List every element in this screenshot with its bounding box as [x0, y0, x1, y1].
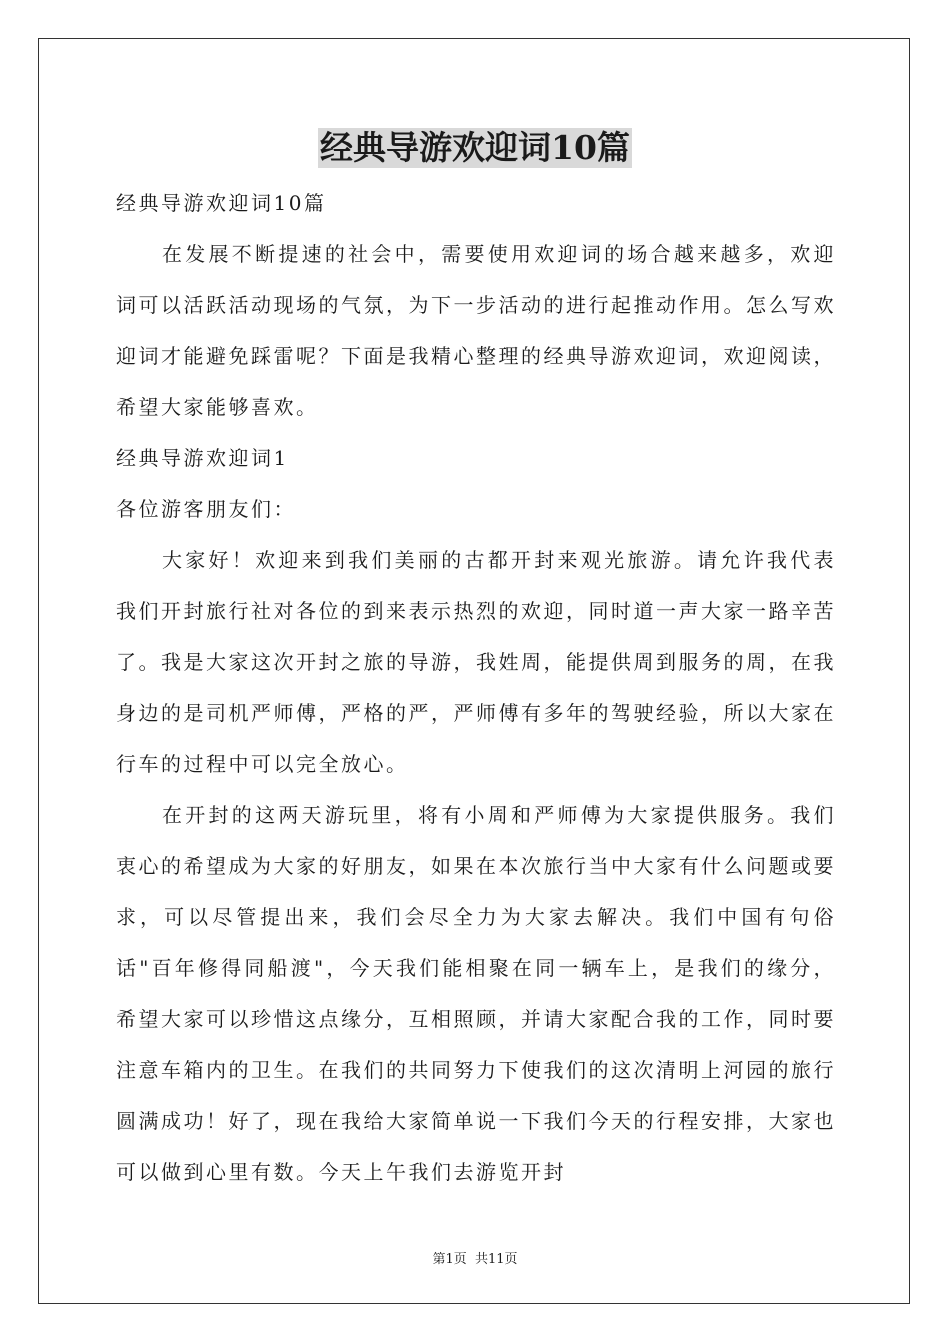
body-paragraph-1: 大家好！欢迎来到我们美丽的古都开封来观光旅游。请允许我代表我们开封旅行社对各位的到来表示热烈的欢迎，同时道一声大家一路辛苦了。我是大家这次开封之旅的导游，我姓周，能提供周到服务的周，在我身边的是司机严师傅，严格的严，严师傅有多年的驾驶经验，所以大家在行车的过程中可以完全放心。	[116, 548, 836, 776]
intro-paragraph: 在发展不断提速的社会中，需要使用欢迎词的场合越来越多，欢迎词可以活跃活动现场的气氛，为下一步活动的进行起推动作用。怎么写欢迎词才能避免踩雷呢？下面是我精心整理的经典导游欢迎词，欢迎阅读，希望大家能够喜欢。	[116, 242, 836, 419]
document-subtitle: 经典导游欢迎词10篇	[116, 191, 327, 215]
document-title: 经典导游欢迎词10篇	[320, 128, 630, 167]
title-container	[0, 128, 950, 168]
salutation: 各位游客朋友们：	[116, 497, 296, 521]
body-paragraph-2: 在开封的这两天游玩里，将有小周和严师傅为大家提供服务。我们衷心的希望成为大家的好朋友，如果在本次旅行当中大家有什么问题或要求，可以尽管提出来，我们会尽全力为大家去解决。我们中国有句俗话"百年修得同船渡"，今天我们能相聚在同一辆车上，是我们的缘分，希望大家可以珍惜这点缘分，互相照顾，并请大家配合我的工作，同时要注意车箱内的卫生。在我们的共同努力下使我们的这次清明上河园的旅行圆满成功！好了，现在我给大家简单说一下我们今天的行程安排，大家也可以做到心里有数。今天上午我们去游览开封	[116, 803, 836, 1184]
section-heading: 经典导游欢迎词1	[116, 446, 289, 470]
page-footer	[0, 1248, 950, 1267]
page-number: 第1页	[432, 1252, 467, 1267]
document-body	[116, 178, 836, 1198]
page-total: 共11页	[474, 1252, 518, 1267]
